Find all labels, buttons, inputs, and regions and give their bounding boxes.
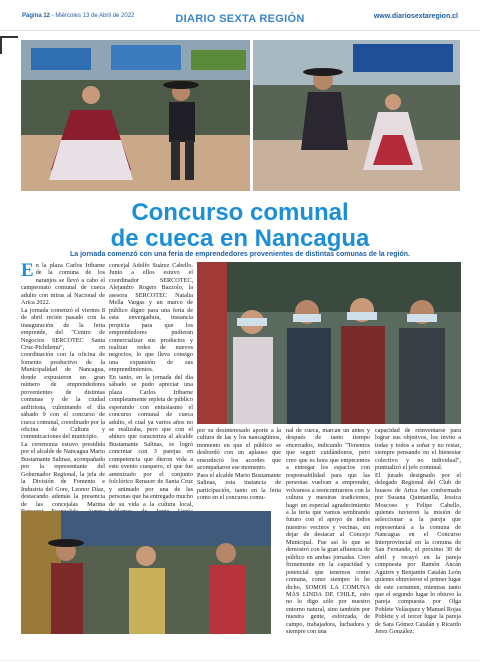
photo-officials-group — [197, 262, 461, 424]
newspaper-name: DIARIO SEXTA REGIÓN — [175, 13, 305, 25]
crop-mark — [0, 36, 18, 54]
article-subtitle: La jornada comenzó con una feria de emprendedores provenientes de distintas comunas de la región. — [70, 251, 410, 258]
website-link[interactable]: www.diariosextaregion.cl — [373, 13, 458, 20]
photo-dancers-bottom — [21, 511, 271, 634]
headline-line-2: de cueca en Nancagua — [110, 225, 370, 252]
article-column-2: concejal Adolfo Suárez Cabello. Junto a ellos estuvo el coordinador SERCOTEC, Alejandro Rogers Bazzolo, la asesora SERCOTEC Natalia Mella Vargas y un marco de público digno para una feria de esta envergadura, instancia propicia para que los emprendedores pudieran comercializar sus productos y realizar redes de nuevos negocios, lo que lleva consigo una expansión de sus emprendimientos. En tanto, en la jornada del día sábado se pudo apreciar una plaza Carlos Iribarne completamente repleta de público esperando con entusiasmo el concurso comunal de cueca adulto, el cual ya varios años no se realizaba, pero que con el ahínco que caracteriza al alcalde Bustamante Salinas, se logró concretar con 3 parejas en competencia que dieron vida a este evento cuequero, el que fue amenizado por el conjunto folclórico Renacer de Santa Cruz y animado por una de las personas que ha entregado mucho de su vida a la cultura local, — [109, 262, 193, 508]
article-column-1 — [21, 262, 105, 523]
dropcap: E — [21, 260, 34, 281]
article-column-4: nal de cueca, marcan un antes y después de tanto tiempo encerrados, indicando "Tenemos que seguir cuidándonos, pero creo que es hora que empecemos a entregar los espacios con responsabilidad para que las personas vuelvan a emprender, volvamos a reencontrarnos con la cultura y nuestras tradiciones, hago un especial agradecimiento a la feria que vamos sembrando futuro con el apoyo de todos nuestros vecinos y vecinas, sin dejar de destacar al Concejo Municipal. Fue así lo que se demostró con la gran afluencia de público en ambas jornadas. Creo firmemente en la capacidad y potencial que tenemos como comuna, como siempre lo he dicho, SOMOS LA COMUNA MÁS LINDA DE CHILE, esto no lo digo sólo por nuestro entorno natural, sino también por nuestra gente, esforzada, de campo, trabajadora, luchadora y siempre con una — [286, 427, 370, 636]
page-header — [0, 0, 480, 31]
article-column-5: capacidad de reinventarse para lograr sus objetivos, los invito a todas y todos a soñar y no restar, siempre pensando en el bienestar colectivo y no individual", puntualizó el jefe comunal. El jurado designado por el delegado Regional del Club de huasos de Arica fue conformado por Susana Quintanilla, Jessica Moscoso y Felipe Cabello, quienes tuvieron la misión de seleccionar a la pareja que representará a la comuna de Nancagua en el Concurso Interprovincial en la comuna de San Fernando, el próximo 30 de abril y recayó en la pareja compuesta por Ramón Ancán Aguirre y Benjamín Catalán León quienes obtuvieron el primer lugar de este certamen, mientras tanto que el segundo lugar lo obtuvo la pareja compuesta por Olga Poblete Velásquez y Manuel Rojas Poblete y el tercer lugar la pareja de Sara Gómez Catalán y Ricardo Jerez González. — [375, 427, 461, 636]
footer-rule — [0, 660, 480, 661]
headline-line-1: Concurso comunal — [131, 199, 349, 226]
page-number-date: Página 12 - Miércoles 13 de Abril de 2022 — [22, 13, 135, 19]
photo-dancers-left — [21, 40, 250, 191]
column-1-text: n la plaza Carlos Iribarne de la comuna de los naranjos se llevó a cabo el campeonato comunal de cueca adulto con miras al Nacional de Arica 2022. La jornada comenzó el viernes 8 de abril recién pasado con la inauguración de la feria emprende, del "Centro de Negocios SERCOTEC Santa Cruz-Pichilemu", en coordinación con la oficina de fomento productivo de la Municipalidad de Nancagua, donde expusieron un gran número de emprendedores provenientes de distintas comunas y de la ciudad anfitriona, culminando el día sábado 9 con el concurso de cueca comunal, coordinado por la oficina de Cultura y comunicaciones del municipio. La ceremonia estuvo presidida por el alcalde de Nancagua Mario Bustamante Salinas, acompañado por la representante del Gobernador Regional, la jefa de la División de Fomento e Industria del Gore, Leonor Díaz, destacando además la presencia de las concejalas Marina — [21, 262, 105, 508]
photo-dancers-right — [253, 40, 460, 191]
article-column-3: por su desinteresado aporte a la cultura de las y los nancagüinos, momento en que el público se desbordó con un aplauso que ensordeció los acordes que acompañaron ese momento. Para el alcalde Mario Bustamante Salinas, esta instancia de participación, tanto en la feria como en el concurso comu- — [197, 427, 281, 502]
